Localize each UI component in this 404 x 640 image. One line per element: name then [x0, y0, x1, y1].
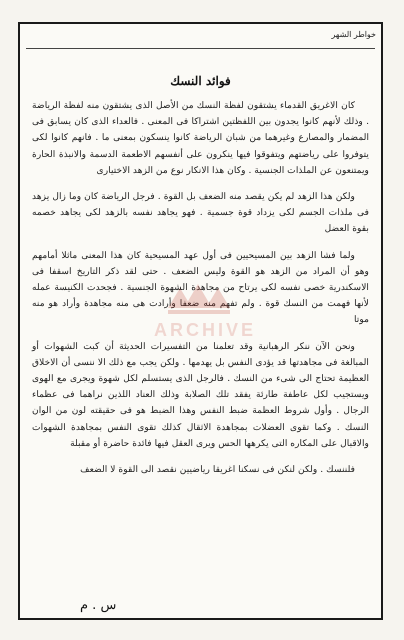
- article-body: [32, 98, 369, 488]
- page-border-frame: [18, 22, 383, 620]
- paragraph: ونحن الآن ننكر الرهبانية وقد تعلمنا من التفسيرات الحديثة أن كبت الشهوات أو المبالغة فى مجاهدتها قد يؤدى النفس بل يهدمها . ولكن يجب مع ذلك الا ننسى أن الاخلاق العظيمة تحتاج الى شىء من النسك . فالرجل الذى يستسلم لكل شهوة ويجرى مع الهوى ويستجيب لكل عاطفة طارئة يفقد تلك الصلابة وذلك العناد اللذين نراهما فى عظماء الرجال . وأول شروط العظمة ضبط النفس وهذا الضبط هو فى حقيقته لون من الوان النسك . وكما تقوى العضلات بمجاهدة الاثقال كذلك تقوى النفس بمجاهدة الشهوات والاقبال على المكاره التى يكرهها الحس ويرى العقل فيها فائدة حاضرة أو مقبلة: [32, 340, 369, 449]
- paragraph: كان الاغريق القدماء يشتقون لفظة النسك من الأصل الذى يشتقون منه لفظة الرياضة . وذلك لأنهم كانوا يجدون بين اللفظتين اشتراكا فى المعنى . فالعداء الذى كان يسابق فى المضمار والمصارع وغيرهما من شبان الرياضة كانوا ينسكون بمعنى ما . فانهم كانوا لكى يتوفروا على رياضتهم ويتفوقوا فيها ينكرون على أنفسهم الاطعمة الدسمة والانبذة الحارة ويمتنعون عن الملذات الجنسية . وكان هذا الانكار نوع من الزهد الاختيارى: [32, 100, 369, 176]
- paragraph: ولكن هذا الزهد لم يكن يقصد منه الضعف بل القوة . فرجل الرياضة كان وما زال يزهد فى ملذات الجسم لكى يزداد قوة جسمية . فهو يجاهد نفسه بالزهد لكى يجاهد خصمه بقوة العضل: [32, 191, 369, 235]
- author-signature: س . م: [80, 598, 117, 613]
- paragraph: فلننسك . ولكن لنكن فى نسكنا اغريقا رياضيين نقصد الى القوة لا الضعف: [80, 464, 355, 476]
- running-head: خواطر الشهر: [331, 30, 376, 39]
- article-title: فوائد النسك: [170, 74, 231, 88]
- header-rule: [26, 48, 375, 49]
- paragraph: ولما فشا الزهد بين المسيحيين فى أول عهد المسيحية كان هذا المعنى ماثلا أمامهم وهو أن المراد من الزهد هو القوة وليس الضعف . حتى لقد ذكر التاريخ اسقفا فى الاسكندرية خصى نفسه لكى يرتاح من مجاهدة الشهوة الجنسية . فجحدت الكنيسة عمله لأنها فهمت من النسك قوة . ولم تفهم منه ضعفا وأرادت هى منه مجاهدة وأراد هو منه موتا: [32, 249, 369, 326]
